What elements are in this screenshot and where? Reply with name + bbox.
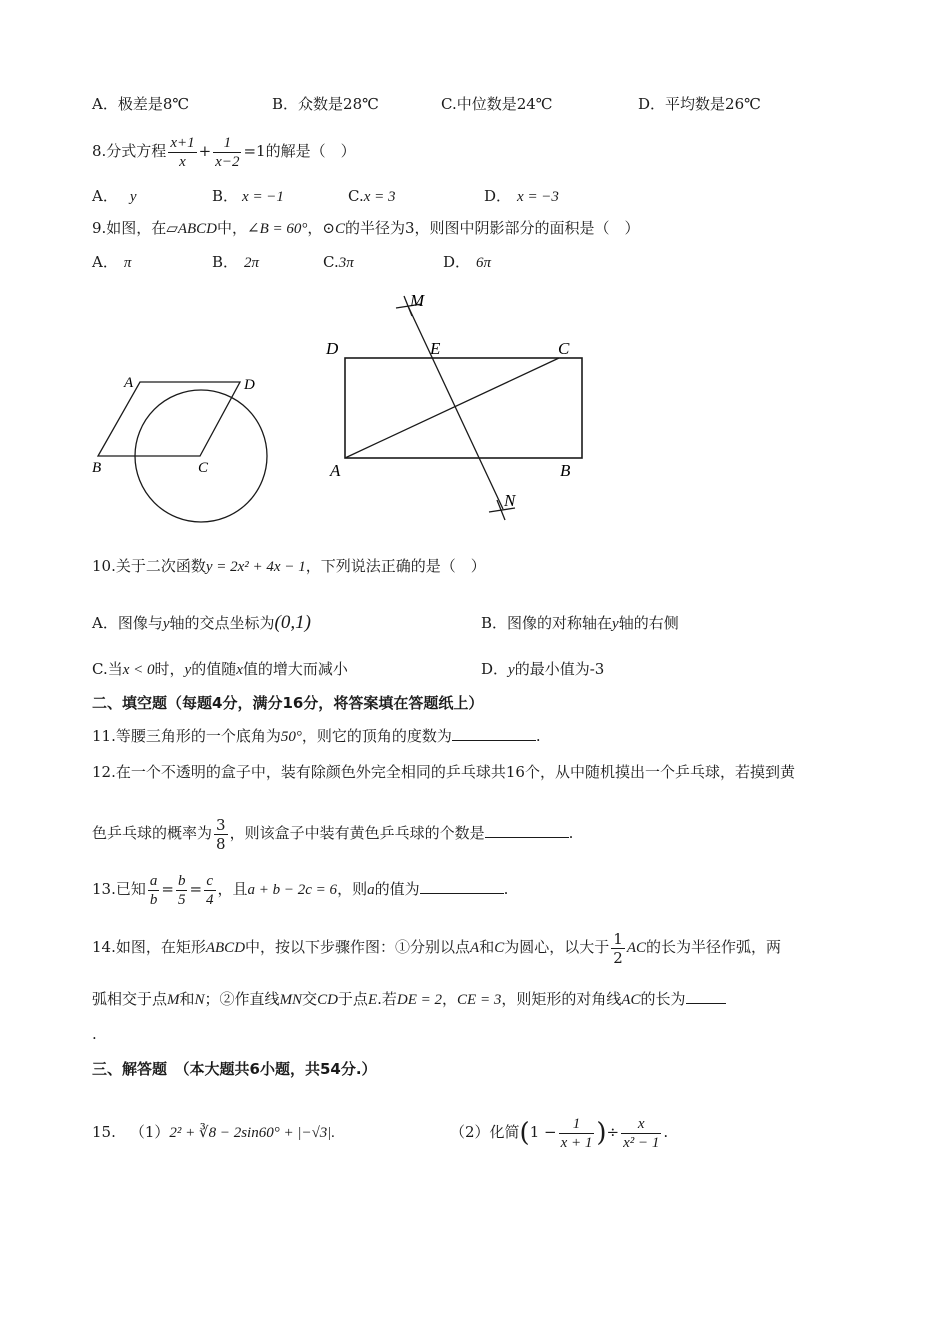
label-b: B: [560, 461, 571, 480]
label-e: E: [430, 339, 441, 358]
section-2-heading: 二、填空题（每题4分，满分16分，将答案填在答题纸上）: [92, 694, 484, 712]
label-a: A: [330, 461, 341, 480]
q7-option-d: D．平均数是26℃: [638, 95, 761, 113]
q8-plus: +: [198, 142, 212, 160]
q12-fraction: $\frac{3}{8}$: [216, 815, 226, 853]
q7-option-b: B．众数是28℃: [272, 95, 379, 113]
q12-line-1: 12.在一个不透明的盒子中，装有除颜色外完全相同的乒乓球共16个，从中随机摸出一个乒乓球，若摸到黄: [92, 763, 795, 781]
q10-option-b: B．图像的对称轴在y轴的右侧: [481, 614, 679, 632]
q8-equals: =1的解是（ ）: [243, 142, 356, 160]
q8-option-c: C.x = 3: [348, 187, 396, 205]
q15-part-1: 15. （1）2² + ∛8 − 2sin60° + |−√3|.: [92, 1123, 336, 1141]
section-3-heading: 三、解答题 （本大题共6小题，共54分.）: [92, 1060, 377, 1078]
q9-option-a: A． π: [92, 253, 132, 271]
q9-option-d: D． 6π: [443, 253, 492, 271]
rectangle-abcd: [345, 358, 582, 458]
label-c: C: [558, 339, 570, 358]
q11-answer-blank[interactable]: [452, 726, 536, 741]
q8-stem: [92, 128, 356, 174]
q8-prefix: 8.分式方程: [92, 142, 167, 160]
q9-option-c: C.3π: [323, 253, 354, 271]
label-a: A: [124, 375, 134, 391]
q8-option-a: A． y: [92, 187, 137, 205]
q13: 13.已知 $\frac{a}{b}$ = $\frac{b}{5}$ = $\frac{c}{4}$ ，且a + b − 2c = 6，则a的值为 .: [92, 872, 509, 908]
q8-fraction-2: $\frac{1}{x-2}$: [215, 134, 240, 170]
q14-line-2: 弧相交于点M和N；②作直线MN交CD于点E.若DE = 2，CE = 3，则矩形的对角线AC的长为: [92, 989, 726, 1010]
q10-stem: 10.关于二次函数y = 2x² + 4x − 1，下列说法正确的是（ ）: [92, 557, 486, 575]
q12-line-2: 色乒乓球的概率为 $\frac{3}{8}$ ，则该盒子中装有黄色乒乓球的个数是 .: [92, 815, 574, 853]
q7-option-a: A．极差是8℃: [92, 95, 190, 113]
q11: 11.等腰三角形的一个底角为50°，则它的顶角的度数为 .: [92, 727, 541, 745]
figure-parallelogram-circle: [88, 370, 308, 530]
label-c: C: [198, 460, 209, 476]
q7-option-c: C.中位数是24℃: [441, 95, 553, 113]
q14-line-3: .: [92, 1025, 97, 1043]
q15-part-2: （2）化简(1 − $\frac{1}{x + 1}$ )÷ $\frac{x}{\text{x² − 1}}$ .: [450, 1115, 669, 1151]
q15-part-1-expression: 2² + ∛8 − 2sin60° + |−√3|.: [169, 1125, 336, 1141]
q14-line-1: 14.如图，在矩形ABCD中，按以下步骤作图：①分别以点A和C为圆心，以大于 $\frac{1}{2}$ AC的长为半径作弧，两: [92, 929, 781, 967]
diagonal-ac: [345, 358, 559, 458]
q8-option-b: B． x = −1: [212, 187, 284, 205]
q9-stem: 9.如图，在▱ABCD中，∠B = 60°，⊙C的半径为3，则图中阴影部分的面积是（ ）: [92, 219, 640, 237]
q10-option-a: A．图像与y轴的交点坐标为(0,1): [92, 612, 311, 633]
figure-rectangle-bisector: [322, 284, 592, 524]
q8-option-d: D． x = −3: [484, 187, 559, 205]
label-m: M: [410, 291, 425, 310]
q10-option-d: D．y的最小值为-3: [481, 660, 605, 678]
q8-fraction-1: $\frac{x+1}{x}$: [170, 134, 195, 170]
line-mn: [408, 306, 503, 509]
q14-answer-blank[interactable]: [686, 989, 726, 1004]
label-b: B: [92, 460, 102, 476]
label-d: D: [244, 377, 255, 393]
parallelogram-abcd: [98, 382, 240, 456]
q12-answer-blank[interactable]: [485, 823, 569, 838]
q13-answer-blank[interactable]: [420, 879, 504, 894]
label-d: D: [326, 339, 339, 358]
q10-option-c: C.当x < 0时，y的值随x值的增大而减小: [92, 660, 348, 678]
label-n: N: [504, 491, 516, 510]
q9-option-b: B． 2π: [212, 253, 260, 271]
